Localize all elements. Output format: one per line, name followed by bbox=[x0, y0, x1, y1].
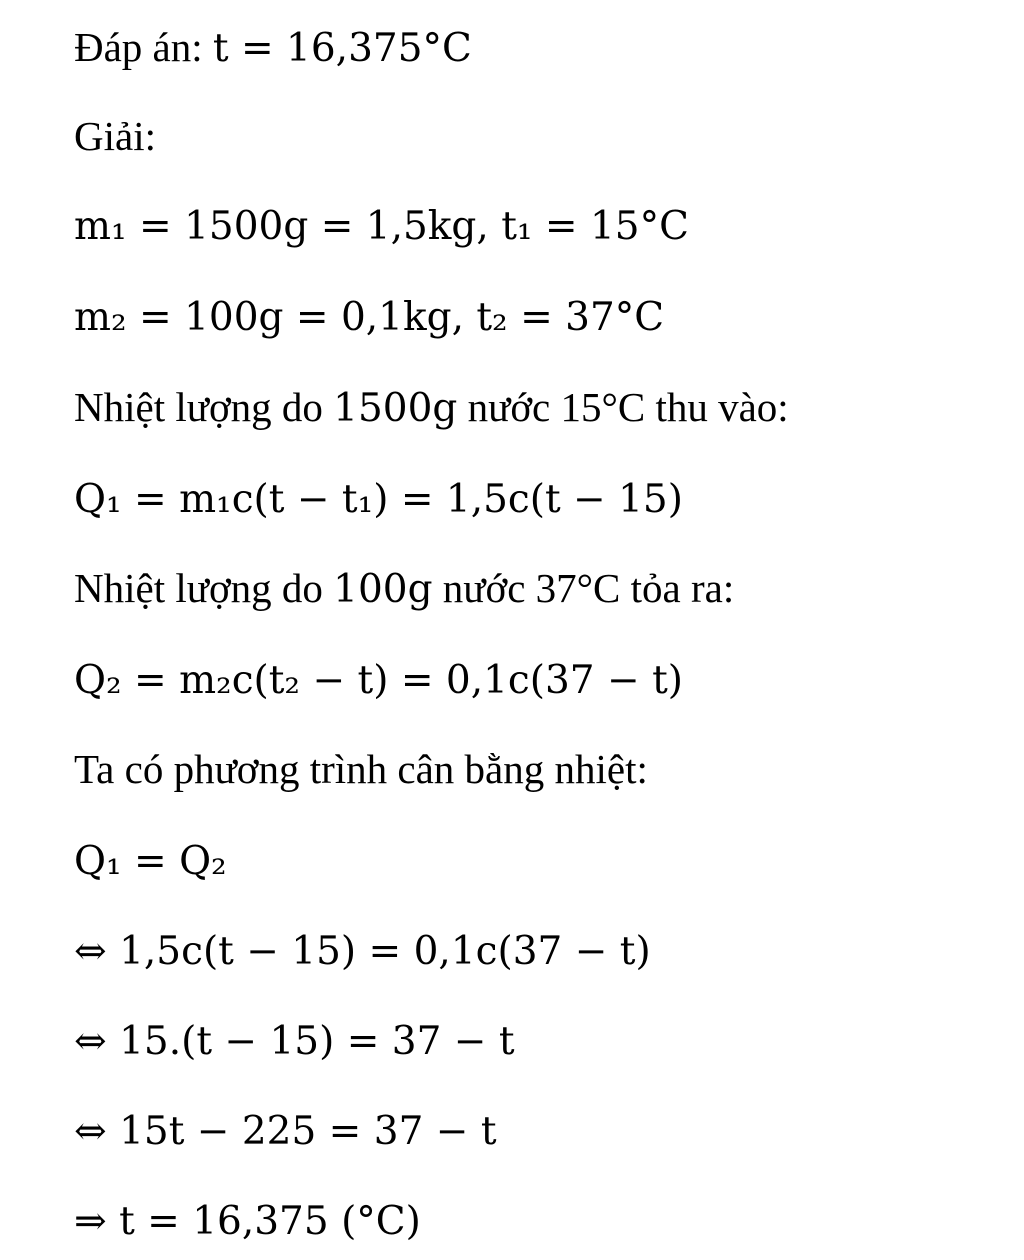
balance-heading bbox=[74, 744, 648, 794]
balance-equation-line bbox=[74, 835, 227, 885]
answer-line bbox=[74, 22, 472, 72]
balance-equation: Q₁ = Q₂ bbox=[74, 839, 227, 884]
heat-released-heading bbox=[74, 563, 734, 613]
heat-released-text-a: Nhiệt lượng do bbox=[74, 565, 334, 611]
answer-formula: t = 16,375°C bbox=[212, 26, 472, 71]
balance-heading-text: Ta có phương trình cân bằng nhiệt: bbox=[74, 746, 648, 792]
heat-released-mass: 100g bbox=[333, 567, 433, 612]
q1-equation: Q₁ = m₁c(t − t₁) = 1,5c(t − 15) bbox=[74, 477, 683, 522]
q2-equation-line bbox=[74, 654, 683, 704]
heat-absorbed-mass: 1500g bbox=[333, 386, 458, 431]
given-m1-line bbox=[74, 200, 689, 250]
heat-absorbed-heading bbox=[74, 382, 789, 432]
result-equation: ⇒ t = 16,375 (°C) bbox=[74, 1199, 421, 1244]
given-m2-line bbox=[74, 291, 664, 341]
step-3-equation: ⇔ 15t − 225 = 37 − t bbox=[74, 1109, 497, 1154]
step-2-line bbox=[74, 1015, 515, 1065]
given-m1-formula: m₁ = 1500g = 1,5kg, t₁ = 15°C bbox=[74, 204, 689, 249]
result-line bbox=[74, 1195, 421, 1245]
answer-label: Đáp án: bbox=[74, 24, 213, 70]
q2-equation: Q₂ = m₂c(t₂ − t) = 0,1c(37 − t) bbox=[74, 658, 683, 703]
given-m2-formula: m₂ = 100g = 0,1kg, t₂ = 37°C bbox=[74, 295, 665, 340]
solution-heading-text: Giải: bbox=[74, 113, 156, 159]
step-3-line bbox=[74, 1105, 497, 1155]
heat-absorbed-text-b: nước 15°C thu vào: bbox=[457, 384, 789, 430]
solution-heading bbox=[74, 111, 156, 161]
heat-released-text-b: nước 37°C tỏa ra: bbox=[432, 565, 735, 611]
step-2-equation: ⇔ 15.(t − 15) = 37 − t bbox=[74, 1019, 515, 1064]
step-1-line bbox=[74, 925, 651, 975]
q1-equation-line bbox=[74, 473, 683, 523]
step-1-equation: ⇔ 1,5c(t − 15) = 0,1c(37 − t) bbox=[74, 929, 651, 974]
heat-absorbed-text-a: Nhiệt lượng do bbox=[74, 384, 334, 430]
